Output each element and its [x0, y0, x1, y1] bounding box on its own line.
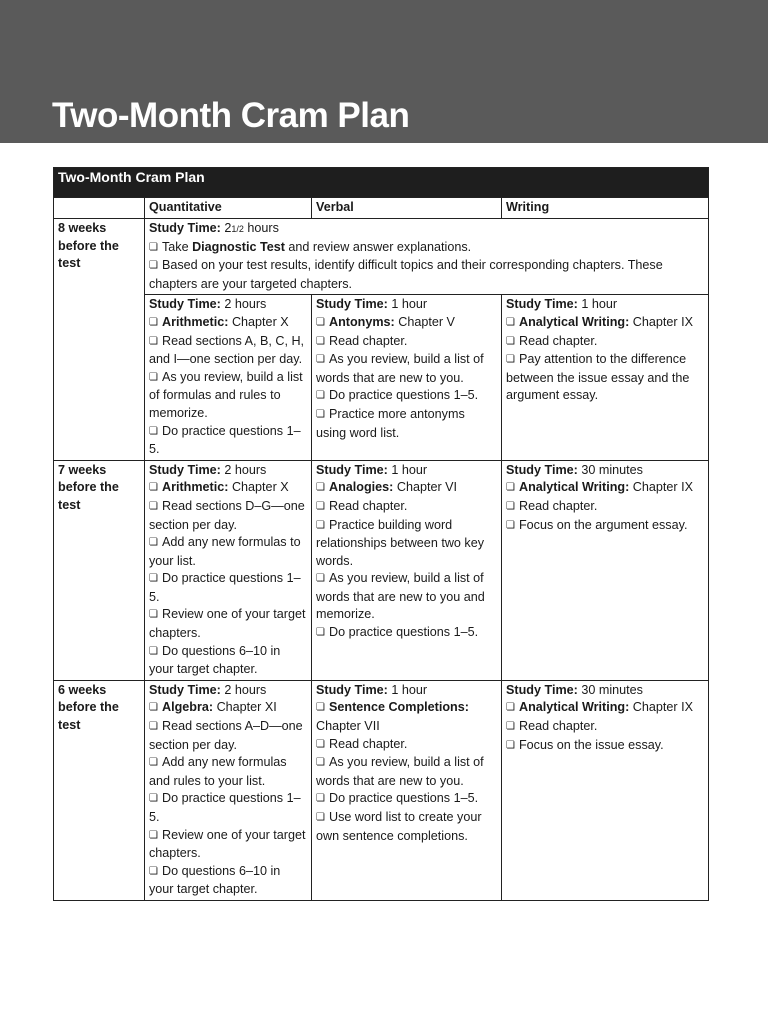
checklist-item: ❏ As you review, build a list of words that are new to you. [316, 352, 484, 385]
checkbox-icon: ❏ [506, 354, 515, 366]
checklist-item: ❏ Review one of your target chapters. [149, 607, 306, 641]
checkbox-icon: ❏ [506, 721, 515, 733]
checkbox-icon: ❏ [316, 702, 325, 714]
checklist-item: ❏ Analogies: Chapter VI [316, 480, 458, 495]
checklist-item: ❏ Antonyms: Chapter V [316, 314, 455, 329]
checklist-item: ❏ Analytical Writing: Chapter IX [506, 314, 693, 329]
table-row-7-weeks [54, 460, 709, 680]
column-header-writing: Writing [502, 198, 709, 219]
checklist-item: ❏ Read chapter. [316, 333, 408, 348]
checkbox-icon: ❏ [506, 519, 515, 531]
checklist-item: ❏ Read chapter. [506, 333, 598, 348]
checklist-item: ❏ Focus on the argument essay. [506, 517, 688, 532]
checkbox-icon: ❏ [316, 335, 325, 347]
cell-verbal-8 [312, 295, 502, 460]
checkbox-icon: ❏ [316, 573, 325, 585]
checkbox-icon: ❏ [149, 425, 158, 437]
checklist-item: ❏ Add any new formulas and rules to your list. [149, 755, 287, 788]
study-time-line: Study Time: 1 hour [316, 682, 428, 697]
checkbox-icon: ❏ [149, 316, 158, 328]
table-row-8-weeks [54, 219, 709, 295]
checkbox-icon: ❏ [316, 812, 325, 823]
checkbox-icon: ❏ [149, 500, 158, 512]
checklist-item: ❏ As you review, build a list of words that are new to you. [316, 755, 484, 788]
checkbox-icon: ❏ [316, 482, 325, 494]
page-title: Two-Month Cram Plan [52, 96, 410, 135]
checklist-item: ❏ Take Diagnostic Test and review answer explanations. [149, 239, 472, 254]
study-time-line: Study Time: 1 hour [316, 297, 428, 312]
checklist-item: ❏ Read chapter. [506, 719, 598, 734]
checkbox-icon: ❏ [316, 627, 325, 639]
cell-quantitative-7 [145, 460, 312, 680]
checklist-item: ❏ Arithmetic: Chapter X [149, 314, 289, 329]
checkbox-icon: ❏ [316, 757, 325, 769]
checklist-item: ❏ Use word list to create your own sentence completions. [316, 810, 482, 843]
checkbox-icon: ❏ [316, 316, 325, 328]
checklist-item: ❏ Read sections D–G—one section per day. [149, 498, 305, 532]
cell-writing-7 [502, 460, 709, 680]
checkbox-icon: ❏ [149, 645, 158, 657]
checklist-item: ❏ Review one of your target chapters. [149, 827, 306, 861]
checkbox-icon: ❏ [506, 739, 515, 751]
checkbox-icon: ❏ [149, 829, 158, 841]
checklist-item: ❏ Read sections A–D—one section per day. [149, 719, 303, 752]
checkbox-icon: ❏ [149, 241, 158, 253]
checkbox-icon: ❏ [316, 354, 325, 366]
checklist-item: ❏ Arithmetic: Chapter X [149, 480, 289, 495]
checklist-item: ❏ Do practice questions 1–5. [149, 423, 301, 457]
checklist-item: ❏ Do practice questions 1–5. [316, 388, 479, 403]
checkbox-icon: ❏ [149, 793, 158, 805]
cell-verbal-7 [312, 460, 502, 680]
checkbox-icon: ❏ [149, 865, 158, 877]
week-label-8: 8 weeks before the test [54, 219, 145, 461]
checkbox-icon: ❏ [149, 482, 158, 494]
checkbox-icon: ❏ [506, 500, 515, 512]
checklist-item: ❏ Algebra: Chapter XI [149, 700, 277, 715]
study-time-line: Study Time: 30 minutes [506, 462, 643, 477]
week-label-7: 7 weeks before the test [54, 460, 145, 680]
checkbox-icon: ❏ [316, 500, 325, 512]
column-header-quantitative: Quantitative [145, 198, 312, 219]
table-caption: Two-Month Cram Plan [54, 168, 709, 198]
checklist-item: ❏ Do practice questions 1–5. [149, 791, 301, 824]
cell-verbal-6 [312, 680, 502, 900]
cell-writing-8 [502, 295, 709, 460]
checkbox-icon: ❏ [149, 757, 158, 769]
study-time-line: Study Time: 30 minutes [506, 682, 643, 697]
checklist-item: ❏ As you review, build a list of formulas and rules to memorize. [149, 369, 303, 420]
checkbox-icon: ❏ [506, 702, 515, 714]
study-time-line: Study Time: 2 hours [149, 297, 267, 312]
table-row-8-weeks-topics [54, 295, 709, 460]
week-label-6: 6 weeks before the test [54, 680, 145, 900]
checkbox-icon: ❏ [316, 738, 325, 750]
study-time-line: Study Time: 2 hours [149, 682, 267, 697]
table-caption-row [54, 168, 709, 198]
checkbox-icon: ❏ [149, 537, 158, 549]
checklist-item: ❏ Read chapter. [316, 736, 408, 751]
column-header-row [54, 198, 709, 219]
checklist-item: ❏ Do questions 6–10 in your target chapter. [149, 643, 281, 677]
cell-quantitative-8 [145, 295, 312, 460]
checklist-item: ❏ Do questions 6–10 in your target chapter. [149, 863, 281, 897]
checklist-item: ❏ Analytical Writing: Chapter IX [506, 700, 693, 715]
checklist-item: ❏ Analytical Writing: Chapter IX [506, 480, 693, 495]
checklist-item: ❏ Do practice questions 1–5. [316, 625, 479, 640]
study-time-line: Study Time: 2 hours [149, 462, 267, 477]
checklist-item: ❏ Do practice questions 1–5. [316, 791, 479, 806]
column-header-empty [54, 198, 145, 219]
checkbox-icon: ❏ [149, 260, 158, 272]
study-time-line: Study Time: 1 hour [506, 297, 618, 312]
checkbox-icon: ❏ [506, 482, 515, 494]
diagnostic-cell [145, 219, 709, 295]
cell-writing-6 [502, 680, 709, 900]
checkbox-icon: ❏ [316, 390, 325, 402]
checklist-item: ❏ As you review, build a list of words that are new to you and memorize. [316, 571, 485, 622]
checkbox-icon: ❏ [149, 335, 158, 347]
checkbox-icon: ❏ [149, 702, 158, 714]
checkbox-icon: ❏ [506, 316, 515, 328]
checkbox-icon: ❏ [316, 519, 325, 531]
table-row-6-weeks [54, 680, 709, 900]
checkbox-icon: ❏ [506, 335, 515, 347]
checklist-item: ❏ Sentence Completions: Chapter VII [316, 700, 469, 734]
checklist-item: ❏ Do practice questions 1–5. [149, 571, 301, 604]
checklist-item: ❏ Focus on the issue essay. [506, 737, 664, 752]
checklist-item: ❏ Read sections A, B, C, H, and I—one section per day. [149, 333, 305, 367]
checkbox-icon: ❏ [149, 371, 158, 383]
checklist-item: ❏ Read chapter. [506, 498, 598, 513]
checklist-item: ❏ Add any new formulas to your list. [149, 535, 301, 568]
checklist-item: ❏ Based on your test results, identify difficult topics and their corresponding chapters. These chapters are your targeted chapters. [149, 258, 663, 291]
checkbox-icon: ❏ [316, 408, 325, 420]
study-time-line: Study Time: 1 hour [316, 462, 428, 477]
study-time-line: Study Time: 21/2 hours [149, 221, 279, 235]
checkbox-icon: ❏ [149, 721, 158, 733]
checkbox-icon: ❏ [316, 793, 325, 805]
checkbox-icon: ❏ [149, 609, 158, 621]
checklist-item: ❏ Practice building word relationships between two key words. [316, 517, 485, 568]
cram-plan-table [53, 167, 709, 901]
checklist-item: ❏ Practice more antonyms using word list. [316, 406, 465, 440]
checklist-item: ❏ Pay attention to the difference between the issue essay and the argument essay. [506, 352, 690, 403]
column-header-verbal: Verbal [312, 198, 502, 219]
cell-quantitative-6 [145, 680, 312, 900]
checkbox-icon: ❏ [149, 573, 158, 585]
checklist-item: ❏ Read chapter. [316, 498, 408, 513]
